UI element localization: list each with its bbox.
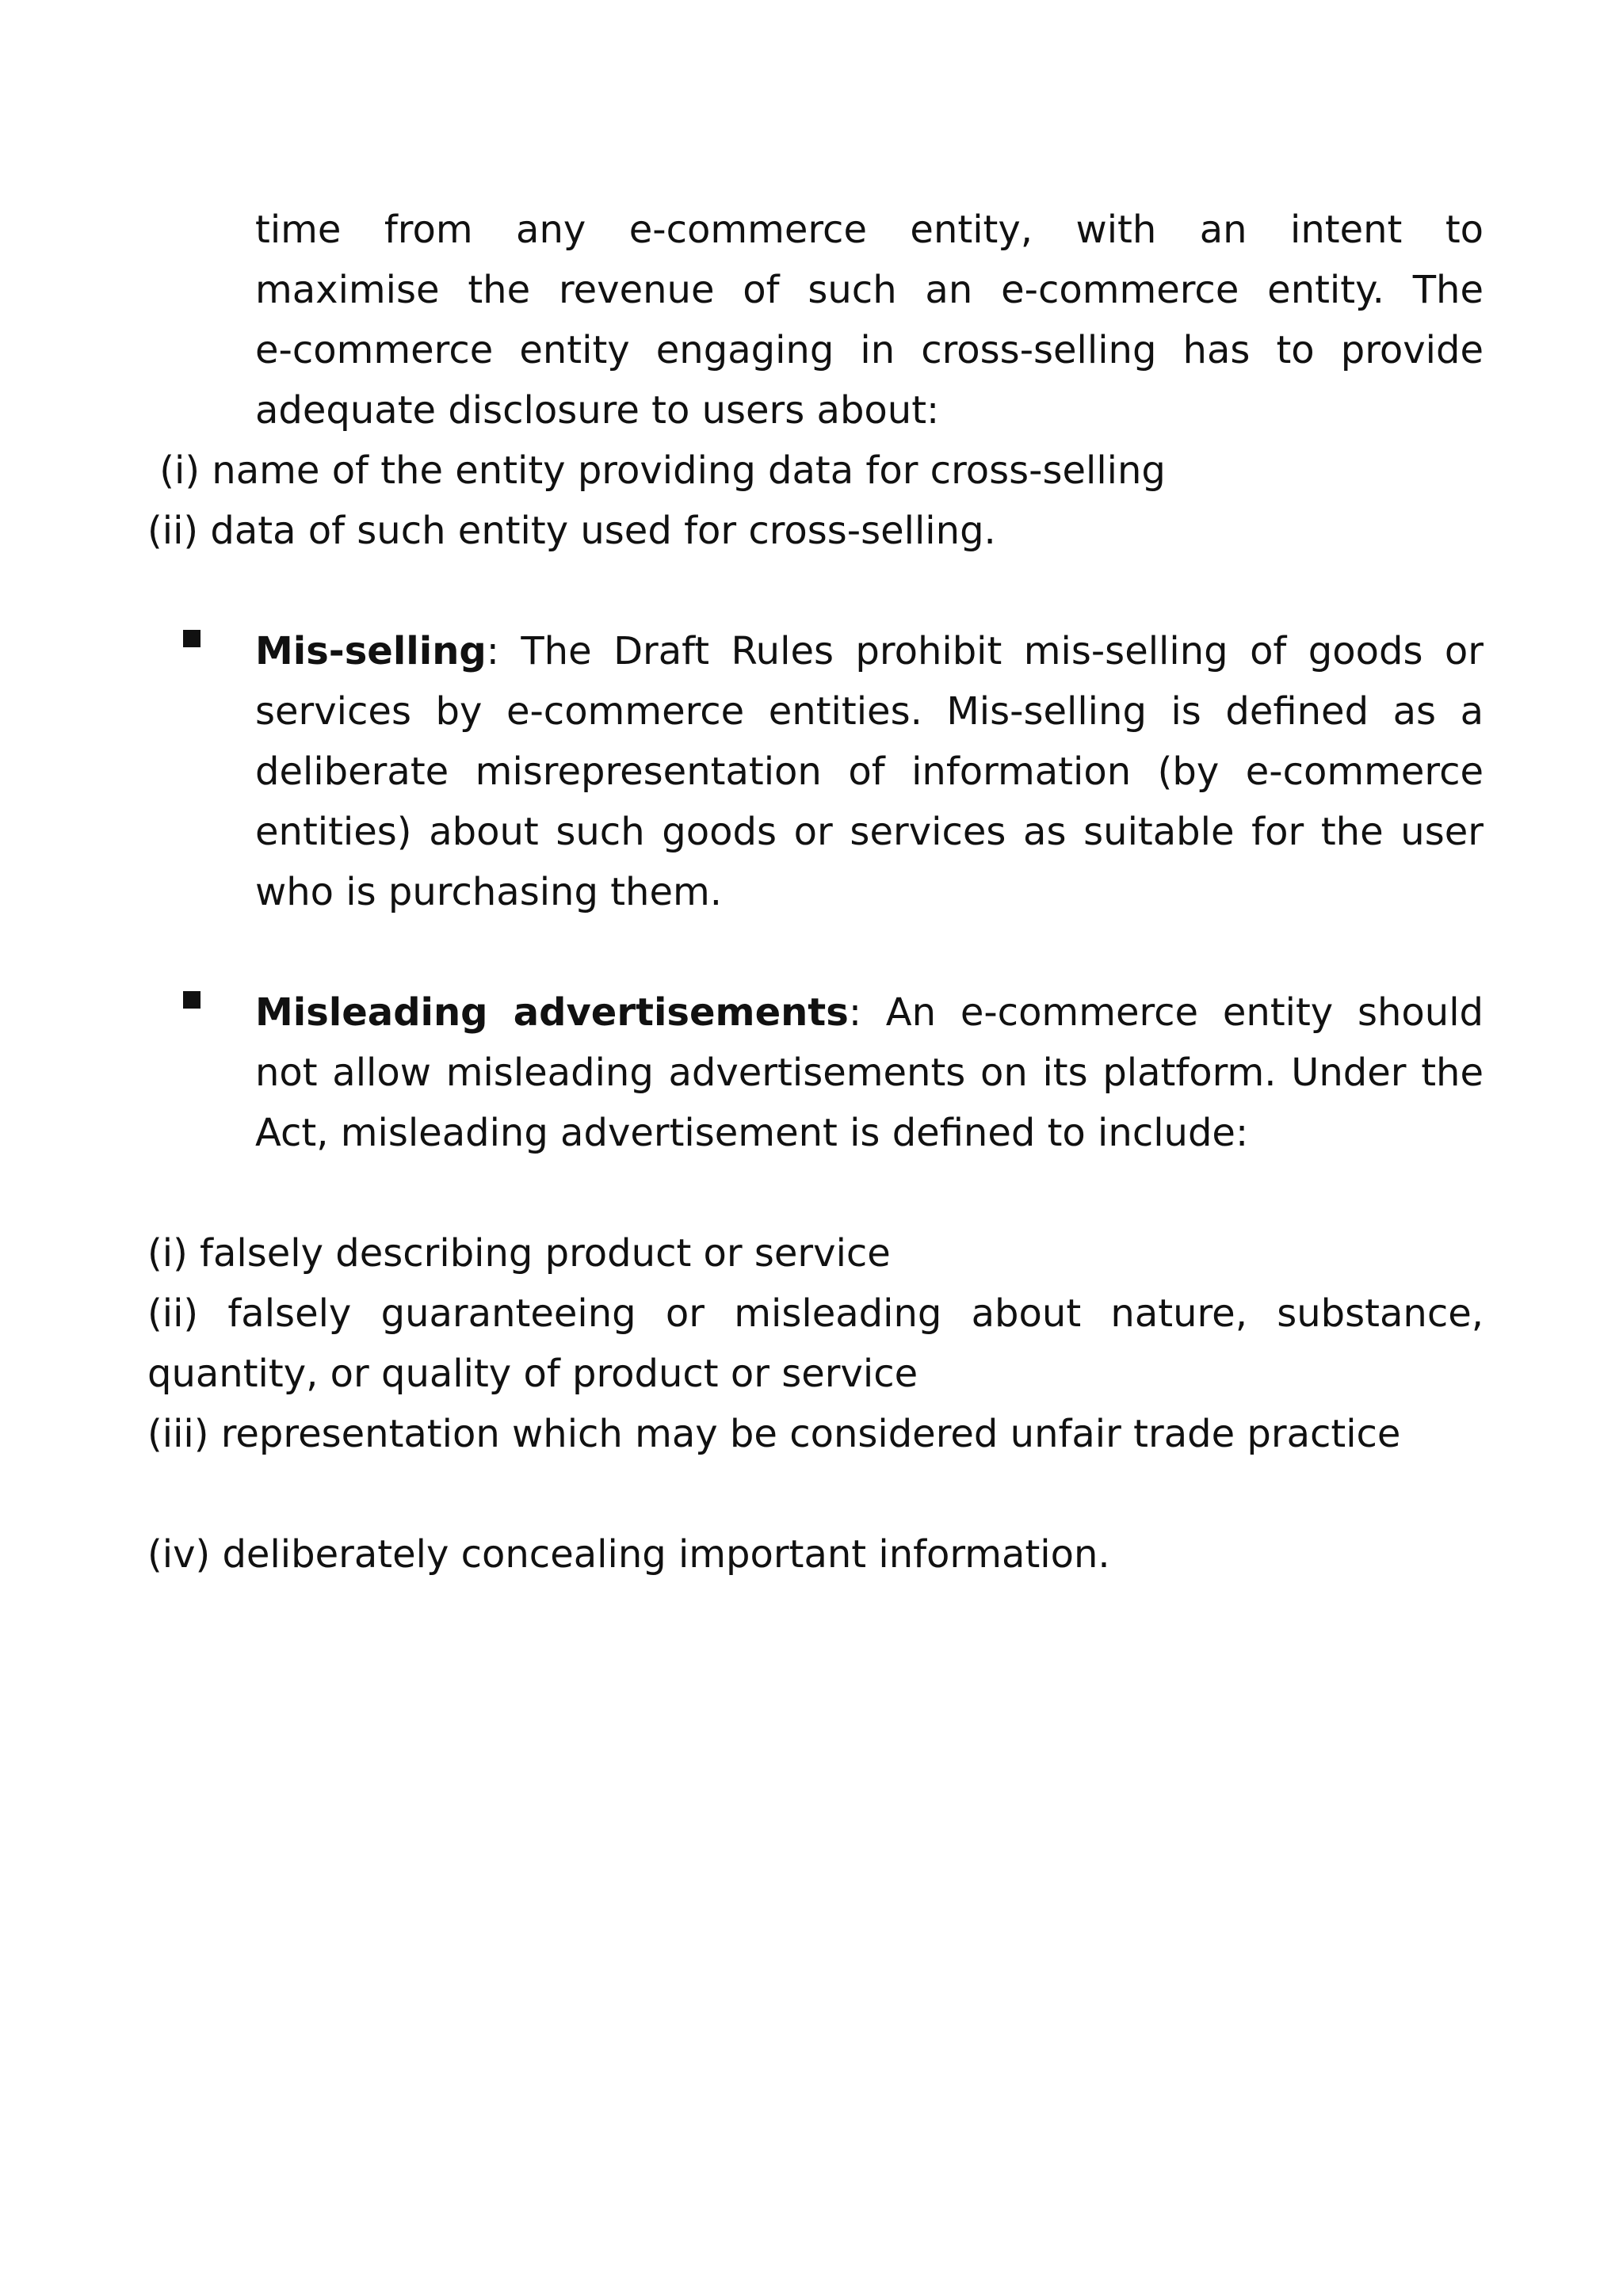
bullet-square-icon (183, 630, 200, 647)
intro-line: adequate disclosure to users about: (255, 388, 940, 433)
mis-selling-term: Mis-selling (255, 629, 487, 673)
misleading-item-3: (iii) representation which may be considered unfair trade practice (147, 1412, 1401, 1456)
misleading-item-1: (i) falsely describing product or service (147, 1231, 891, 1276)
mis-selling-paragraph (255, 621, 1484, 922)
misleading-ads-paragraph (255, 982, 1484, 1163)
intro-line: maximise the revenue of such an e-commerce entity. The (255, 268, 1484, 312)
cross-selling-item-2: (ii) data of such entity used for cross-selling. (147, 509, 996, 553)
misleading-item-2: (ii) falsely guaranteeing or misleading about nature, substance, quantity, or quality of product or service (147, 1291, 1484, 1396)
mis-selling-text: : The Draft Rules prohibit mis-selling of goods or services by e-commerce entities. Mis-selling is defined as a deliberate misrepresentation of information (by e-commerce entities) about such goods or services as suitable for the user who is purchasing them. (255, 629, 1484, 914)
intro-line: e-commerce entity engaging in cross-selling has to provide (255, 328, 1484, 372)
bullet-square-icon (183, 991, 200, 1009)
misleading-item-4: (iv) deliberately concealing important information. (147, 1532, 1110, 1577)
misleading-ads-term: Misleading advertisements (255, 990, 849, 1035)
intro-paragraph (255, 200, 1484, 441)
intro-line: time from any e-commerce entity, with an intent to (255, 208, 1484, 252)
cross-selling-item-1: (i) name of the entity providing data for cross-selling (147, 448, 1166, 493)
misleading-ads-text: : An e-commerce entity should not allow misleading advertisements on its platform. Under the Act, misleading advertisement is defined to include: (255, 990, 1484, 1155)
